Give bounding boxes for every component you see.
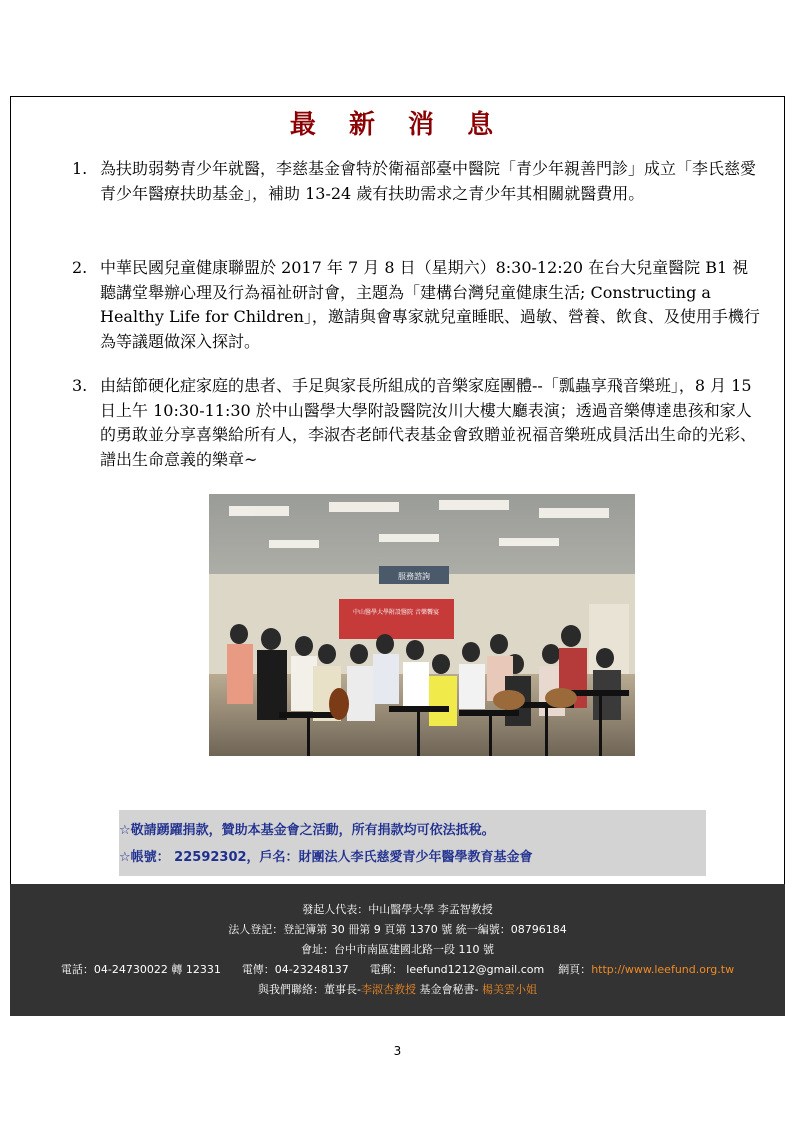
footer-phone: 電話：04-24730022 轉 12331 (60, 963, 221, 976)
footer-website-link[interactable]: http://www.leefund.org.tw (591, 963, 735, 976)
page-title: 最 新 消 息 (289, 110, 506, 140)
footer (10, 884, 785, 1016)
news-item-text: 中華民國兒童健康聯盟於 2017 年 7 月 8 日（星期六）8:30-12:20 在台大兒童醫院 B1 視聽講堂舉辦心理及行為福祉研討會，主題為「建構台灣兒童健康生活; Constructing a Healthy Life for Children」，邀請與會專家就兒童睡眠、過敏、營養、飲食、及使用手機行為等議題做深入探討。 (100, 258, 760, 351)
footer-founder: 發起人代表：中山醫學大學 李孟智教授 (302, 903, 493, 916)
news-item-number: 1. (72, 159, 88, 178)
news-item-number: 3. (72, 376, 88, 395)
event-photo (209, 494, 635, 756)
footer-fax: 電傳：04-23248137 (241, 963, 349, 976)
news-item-1 (72, 157, 762, 206)
news-item-2 (72, 256, 762, 354)
news-item-text: 為扶助弱勢青少年就醫，李慈基金會特於衛福部臺中醫院「青少年親善門診」成立「李氏慈愛青少年醫療扶助基金」，補助 13-24 歲有扶助需求之青少年其相關就醫費用。 (100, 159, 757, 203)
photo-sign-text: 服務諮詢 (398, 572, 430, 581)
footer-registration: 法人登記：登記簿第 30 冊第 9 頁第 1370 號 統一編號：08796184 (228, 923, 567, 936)
footer-contact-info (10, 960, 785, 980)
footer-chair-name: 李淑杏教授 (361, 983, 416, 996)
footer-secretary-name: 楊美雲小姐 (481, 983, 537, 996)
bank-account-text: ☆帳號： 22592302，戶名：財團法人李氏慈愛青少年醫學教育基金會 (119, 850, 533, 865)
photo-banner-text: 中山醫學大學附設醫院 音樂饗宴 (353, 609, 439, 616)
news-item-number: 2. (72, 258, 88, 277)
footer-contact-people (10, 980, 785, 1000)
donation-appeal-text: ☆敬請踴躍捐款，贊助本基金會之活動，所有捐款均可依法抵稅。 (119, 823, 495, 838)
donation-notice (119, 810, 706, 876)
news-item-3 (72, 374, 762, 472)
event-photo-illustration (209, 494, 635, 756)
footer-web-label: 網頁： (558, 963, 592, 976)
footer-contact-prefix: 與我們聯絡：董事長- (258, 983, 361, 996)
footer-contact-mid: 基金會秘書- (416, 983, 482, 996)
page-number: 3 (393, 1044, 402, 1058)
footer-address: 會址：台中市南區建國北路一段 110 號 (301, 943, 494, 956)
news-item-text: 由結節硬化症家庭的患者、手足與家長所組成的音樂家庭團體--「瓢蟲享飛音樂班」，8 月 15 日上午 10:30-11:30 於中山醫學大學附設醫院汝川大樓大廳表演；透過音樂傳達患孩和家人的勇敢並分享喜樂給所有人，李淑杏老師代表基金會致贈並祝福音樂班成員活出生命的光彩、譜出生命意義的樂章~ (100, 376, 757, 469)
footer-email[interactable]: 電郵： leefund1212@gmail.com (369, 963, 545, 976)
